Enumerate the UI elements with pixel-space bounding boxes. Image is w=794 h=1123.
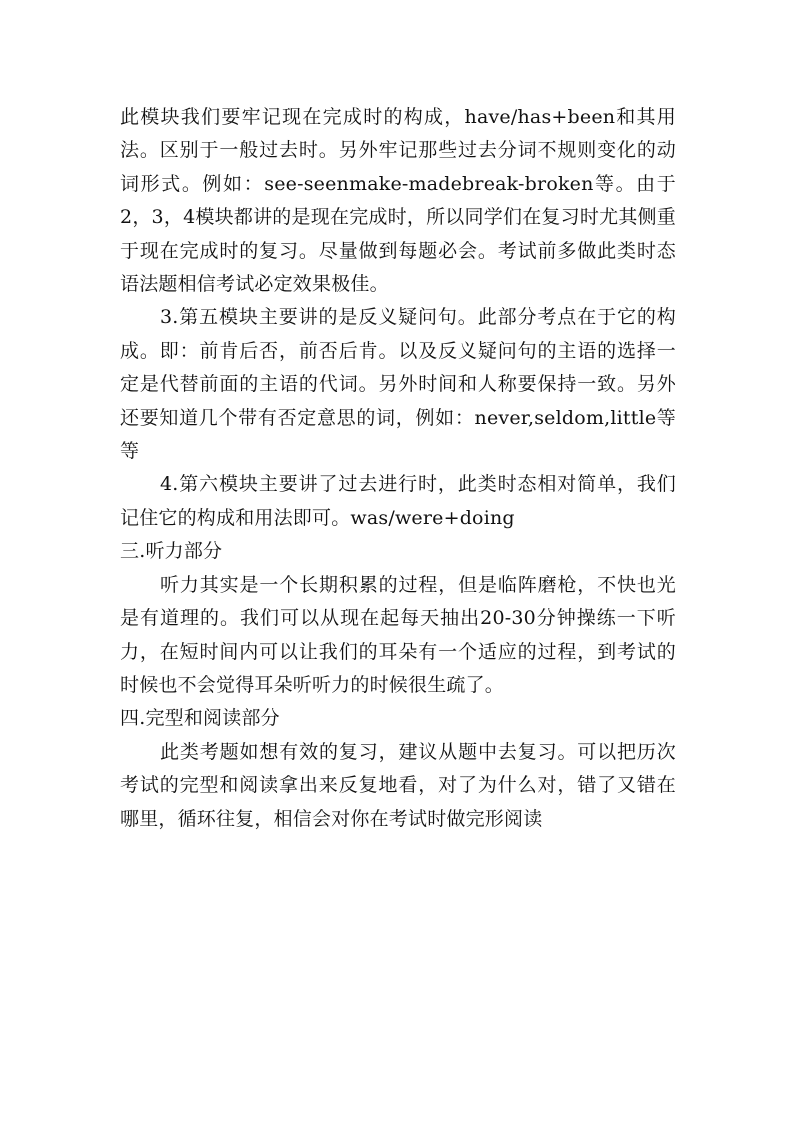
paragraph-module-6-past-continuous: 4.第六模块主要讲了过去进行时，此类时态相对简单，我们记住它的构成和用法即可。was/were+doing [120, 473, 676, 529]
paragraph-modules-2-4-review: 此模块我们要牢记现在完成时的构成，have/has+been和其用法。区别于一般过去时。另外牢记那些过去分词不规则变化的动词形式。例如：see-seenmake-madebreak-broken等。由于2，3，4模块都讲的是现在完成时，所以同学们在复习时尤其侧重于现在完成时的复习。尽量做到每题必会。考试前多做此类时态语法题相信考试必定效果极佳。 [120, 106, 676, 296]
paragraph-module-5-tag-questions: 3.第五模块主要讲的是反义疑问句。此部分考点在于它的构成。即：前肯后否，前否后肯。以及反义疑问句的主语的选择一定是代替前面的主语的代词。另外时间和人称要保持一致。另外还要知道几个带有否定意思的词，例如：never,seldom,little等等 [120, 306, 676, 463]
section-heading-cloze-reading: 四.完型和阅读部分 [120, 707, 280, 730]
paragraph-cloze-reading-advice: 此类考题如想有效的复习，建议从题中去复习。可以把历次考试的完型和阅读拿出来反复地看，对了为什么对，错了又错在哪里，循环往复，相信会对你在考试时做完形阅读 [120, 740, 676, 830]
paragraph-listening-advice: 听力其实是一个长期积累的过程，但是临阵磨枪，不快也光是有道理的。我们可以从现在起每天抽出20-30分钟操练一下听力，在短时间内可以让我们的耳朵有一个适应的过程，到考试的时候也不会觉得耳朵听听力的时候很生疏了。 [120, 573, 676, 696]
document-body [120, 101, 676, 836]
section-heading-listening: 三.听力部分 [120, 540, 223, 563]
